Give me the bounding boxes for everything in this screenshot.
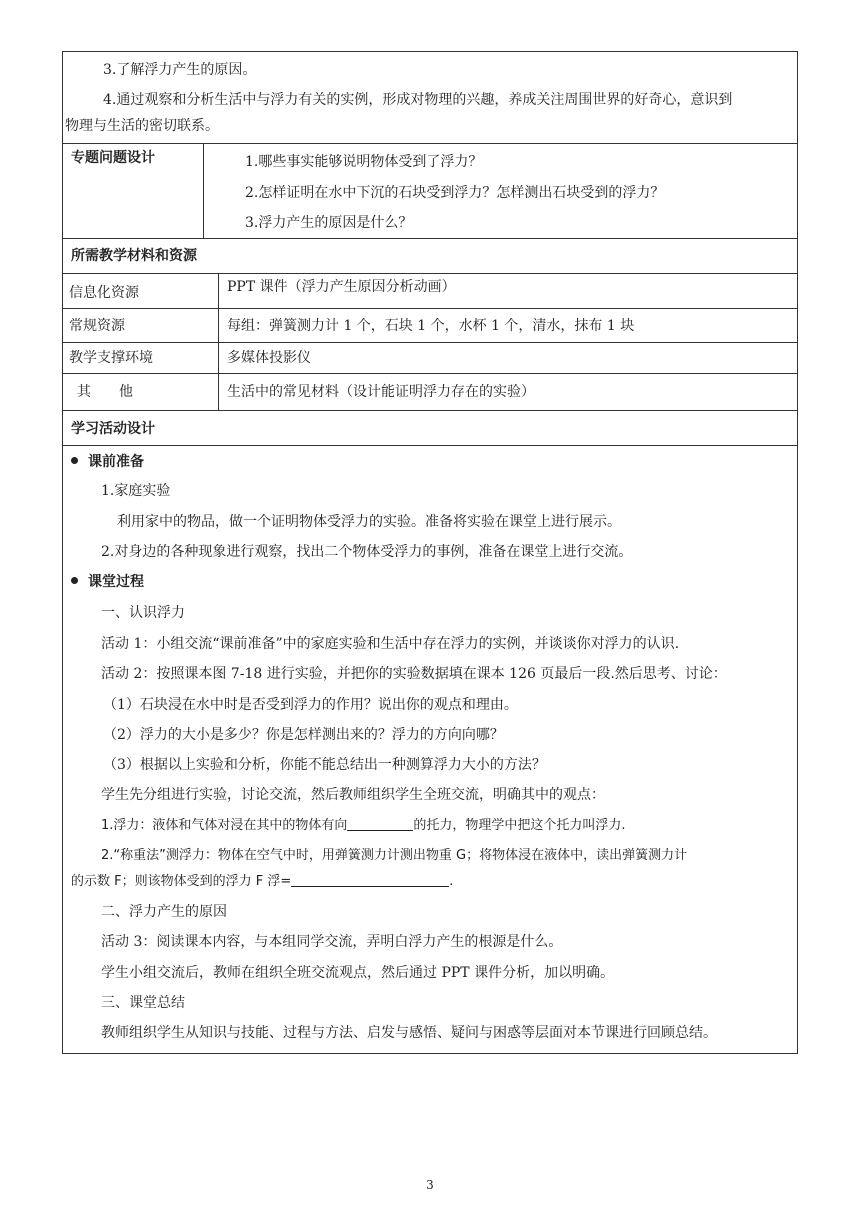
question-1: 1.哪些事实能够说明物体受到了浮力？ <box>245 154 483 170</box>
material-row-env <box>63 343 797 374</box>
fill-blank <box>291 872 449 887</box>
activities-content <box>63 446 797 1053</box>
section-3: 三、课堂总结 <box>101 995 185 1011</box>
section-1: 一、认识浮力 <box>101 605 185 621</box>
objective-3: 3.了解浮力产生的原因。 <box>103 62 257 78</box>
pre-line-1: 1.家庭实验 <box>101 483 171 499</box>
material-value: 生活中的常见材料（设计能证明浮力存在的实验） <box>227 384 535 400</box>
lesson-plan-table <box>62 51 798 1054</box>
materials-heading-row <box>63 239 797 274</box>
material-value: PPT 课件（浮力产生原因分析动画） <box>227 279 456 295</box>
fill-blank <box>347 816 413 831</box>
pre-line-3: 2.对身边的各种现象进行观察，找出二个物体受浮力的事例，准备在课堂上进行交流。 <box>101 544 633 560</box>
question-2: （2）浮力的大小是多少？你是怎样测出来的？浮力的方向向哪？ <box>103 727 504 743</box>
activities-heading: 学习活动设计 <box>71 421 155 437</box>
definition-2-line2: 的示数 F；则该物体受到的浮力 F 浮= . <box>71 874 454 889</box>
definition-2-line1: 2.“称重法”测浮力：物体在空气中时，用弹簧测力计测出物重 G；将物体浸在液体中，读出弹簧测力计 <box>101 848 688 863</box>
question-3: 3.浮力产生的原因是什么？ <box>245 215 413 231</box>
activity-3: 活动 3：阅读课本内容，与本组同学交流，弄明白浮力产生的根源是什么。 <box>101 934 563 950</box>
material-row-regular <box>63 309 797 343</box>
pre-line-2: 利用家中的物品，做一个证明物体受浮力的实验。准备将实验在课堂上进行展示。 <box>117 514 621 530</box>
material-label: 常规资源 <box>69 318 125 334</box>
material-row-info <box>63 274 797 309</box>
class-process-title: 课堂过程 <box>71 572 144 592</box>
objectives-row <box>63 52 797 144</box>
objective-4-line1: 4.通过观察和分析生活中与浮力有关的实例，形成对物理的兴趣，养成关注周围世界的好奇心，意识到 <box>103 92 733 108</box>
material-label: 其 他 <box>77 384 133 400</box>
activities-heading-row <box>63 411 797 446</box>
material-value: 每组：弹簧测力计 1 个，石块 1 个，水杯 1 个，清水，抹布 1 块 <box>227 318 635 334</box>
paragraph-3: 教师组织学生从知识与技能、过程与方法、启发与感悟、疑问与困惑等层面对本节课进行回顾总结。 <box>101 1025 717 1041</box>
question-1: （1）石块浸在水中时是否受到浮力的作用？说出你的观点和理由。 <box>103 697 518 713</box>
bullet-icon <box>71 457 78 464</box>
material-label: 教学支撑环境 <box>69 350 153 366</box>
questions-label-cell <box>63 144 204 238</box>
objective-4-line2: 物理与生活的密切联系。 <box>65 118 219 134</box>
definition-1: 1.浮力：液体和气体对浸在其中的物体有向 的托力，物理学中把这个托力叫浮力. <box>101 818 626 833</box>
material-label: 信息化资源 <box>69 285 139 301</box>
activity-2: 活动 2：按照课本图 7-18 进行实验，并把你的实验数据填在课本 126 页最后一段.然后思考、讨论： <box>101 666 727 682</box>
material-value: 多媒体投影仪 <box>227 350 311 366</box>
page-number: 3 <box>426 1178 434 1192</box>
materials-heading: 所需教学材料和资源 <box>71 248 197 264</box>
paragraph-1: 学生先分组进行实验，讨论交流，然后教师组织学生全班交流，明确其中的观点： <box>101 787 605 803</box>
activity-1: 活动 1：小组交流“课前准备”中的家庭实验和生活中存在浮力的实例，并谈谈你对浮力的认识. <box>101 636 680 652</box>
pre-class-title: 课前准备 <box>71 452 144 472</box>
bullet-icon <box>71 577 78 584</box>
material-row-other <box>63 374 797 411</box>
question-3: （3）根据以上实验和分析，你能不能总结出一种测算浮力大小的方法？ <box>103 757 546 773</box>
paragraph-2: 学生小组交流后，教师在组织全班交流观点，然后通过 PPT 课件分析，加以明确。 <box>101 965 615 981</box>
questions-row <box>63 144 797 239</box>
question-2: 2.怎样证明在水中下沉的石块受到浮力？怎样测出石块受到的浮力？ <box>245 185 665 201</box>
questions-label: 专题问题设计 <box>71 150 155 166</box>
section-2: 二、浮力产生的原因 <box>101 904 227 920</box>
